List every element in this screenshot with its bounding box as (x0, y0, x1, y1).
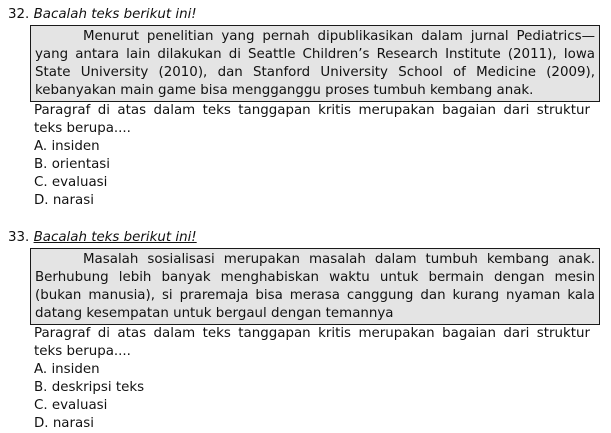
passage-box: Masalah sosialisasi merupakan masalah dalam tumbuh kembang anak. Berhubung lebih banyak menghabiskan waktu untuk bermain dengan mesin (bukan manusia), si praremaja bisa merasa canggung dan kurang nyaman kala datang kesempatan untuk bergaul dengan temannya (30, 248, 600, 325)
option-c: C. evaluasi (34, 175, 108, 190)
question-prompt: Paragraf di atas dalam teks tanggapan kritis merupakan bagaian dari struktur teks berupa.... (34, 103, 590, 136)
question-number: 33. (8, 230, 30, 245)
question-header (0, 229, 611, 247)
question-header (0, 6, 611, 24)
passage-box: Menurut penelitian yang pernah dipublikasikan dalam jurnal Pediatrics—yang antara lain dilakukan di Seattle Children’s Research Institute (2011), Iowa State University (2010), dan Stanford University School of Medicine (2009), kebanyakan main game bisa mengganggu proses tumbuh kembang anak. (30, 25, 600, 102)
answer-options (34, 138, 611, 210)
question-32 (0, 6, 611, 210)
option-b: B. deskripsi teks (34, 380, 145, 395)
option-b: B. orientasi (34, 157, 110, 172)
option-d: D. narasi (34, 193, 94, 208)
question-33 (0, 229, 611, 433)
question-instruction: Bacalah teks berikut ini! (33, 230, 197, 245)
answer-options (34, 361, 611, 433)
option-d: D. narasi (34, 416, 94, 431)
question-instruction: Bacalah teks berikut ini! (33, 7, 197, 22)
question-prompt: Paragraf di atas dalam teks tanggapan kritis merupakan bagaian dari struktur teks berupa.... (34, 326, 590, 359)
question-number: 32. (8, 7, 30, 22)
option-a: A. insiden (34, 362, 100, 377)
option-c: C. evaluasi (34, 398, 108, 413)
option-a: A. insiden (34, 139, 100, 154)
